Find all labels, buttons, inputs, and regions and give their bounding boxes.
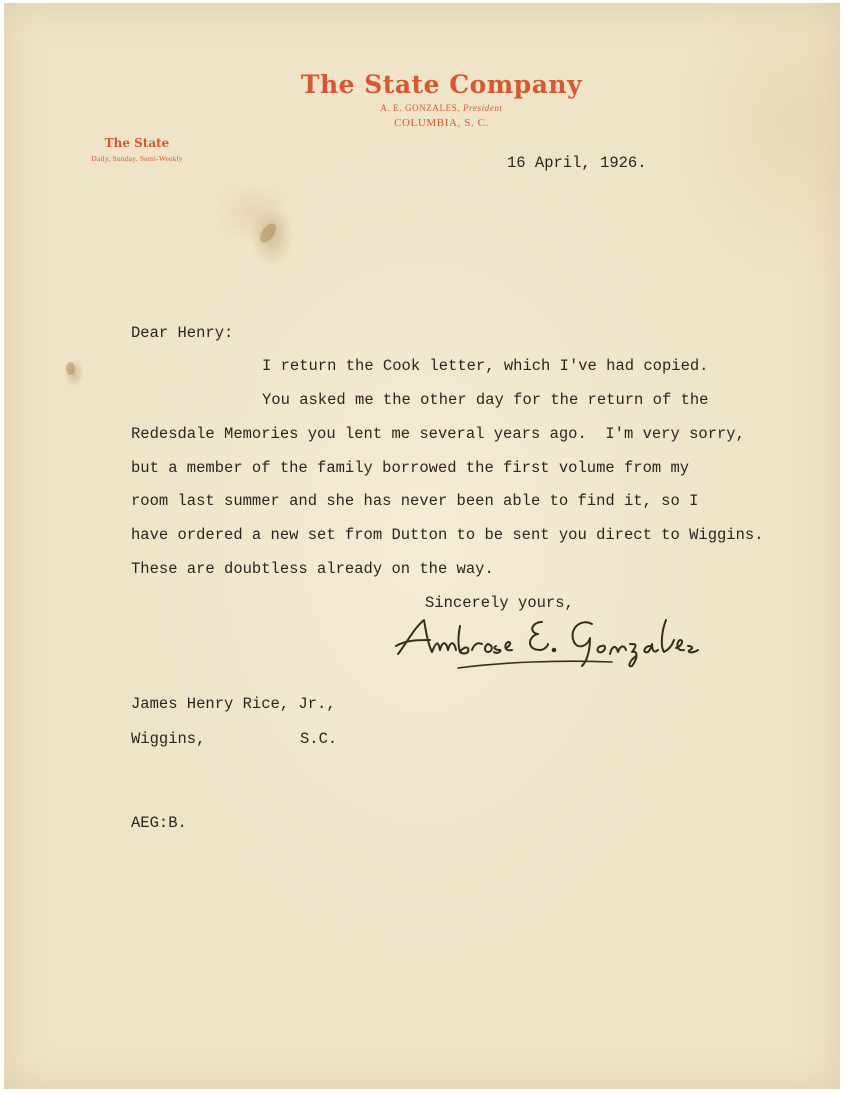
body-line: Redesdale Memories you lent me several years ago. I'm very sorry, (131, 425, 745, 443)
letter-paper (4, 3, 840, 1089)
president-name: A. E. GONZALES, (380, 103, 461, 113)
letterhead-company: The State Company (300, 70, 583, 99)
recipient-state: S.C. (300, 730, 338, 748)
president-title: President (463, 103, 503, 113)
body-line: but a member of the family borrowed the first volume from my (131, 459, 690, 477)
letterhead-president (0, 103, 843, 113)
closing: Sincerely yours, (425, 594, 574, 612)
stain-spot (66, 362, 75, 375)
letterhead-paper-editions: Daily, Sunday, Semi-Weekly (91, 154, 183, 163)
salutation: Dear Henry: (131, 324, 234, 342)
letter-date: 16 April, 1926. (507, 154, 647, 172)
letterhead-paper-name: The State (104, 136, 170, 150)
letterhead-city: COLUMBIA, S. C. (394, 117, 489, 129)
recipient-town: Wiggins, (131, 730, 206, 748)
body-line: have ordered a new set from Dutton to be sent you direct to Wiggins. (131, 526, 764, 544)
body-line: These are doubtless already on the way. (131, 560, 494, 578)
recipient-name: James Henry Rice, Jr., (131, 695, 336, 713)
signature (392, 606, 722, 686)
reference-initials: AEG:B. (131, 814, 187, 832)
body-line: room last summer and she has never been able to find it, so I (131, 492, 699, 510)
body-line: I return the Cook letter, which I've had copied. (262, 357, 709, 375)
body-line: You asked me the other day for the return of the (262, 391, 709, 409)
